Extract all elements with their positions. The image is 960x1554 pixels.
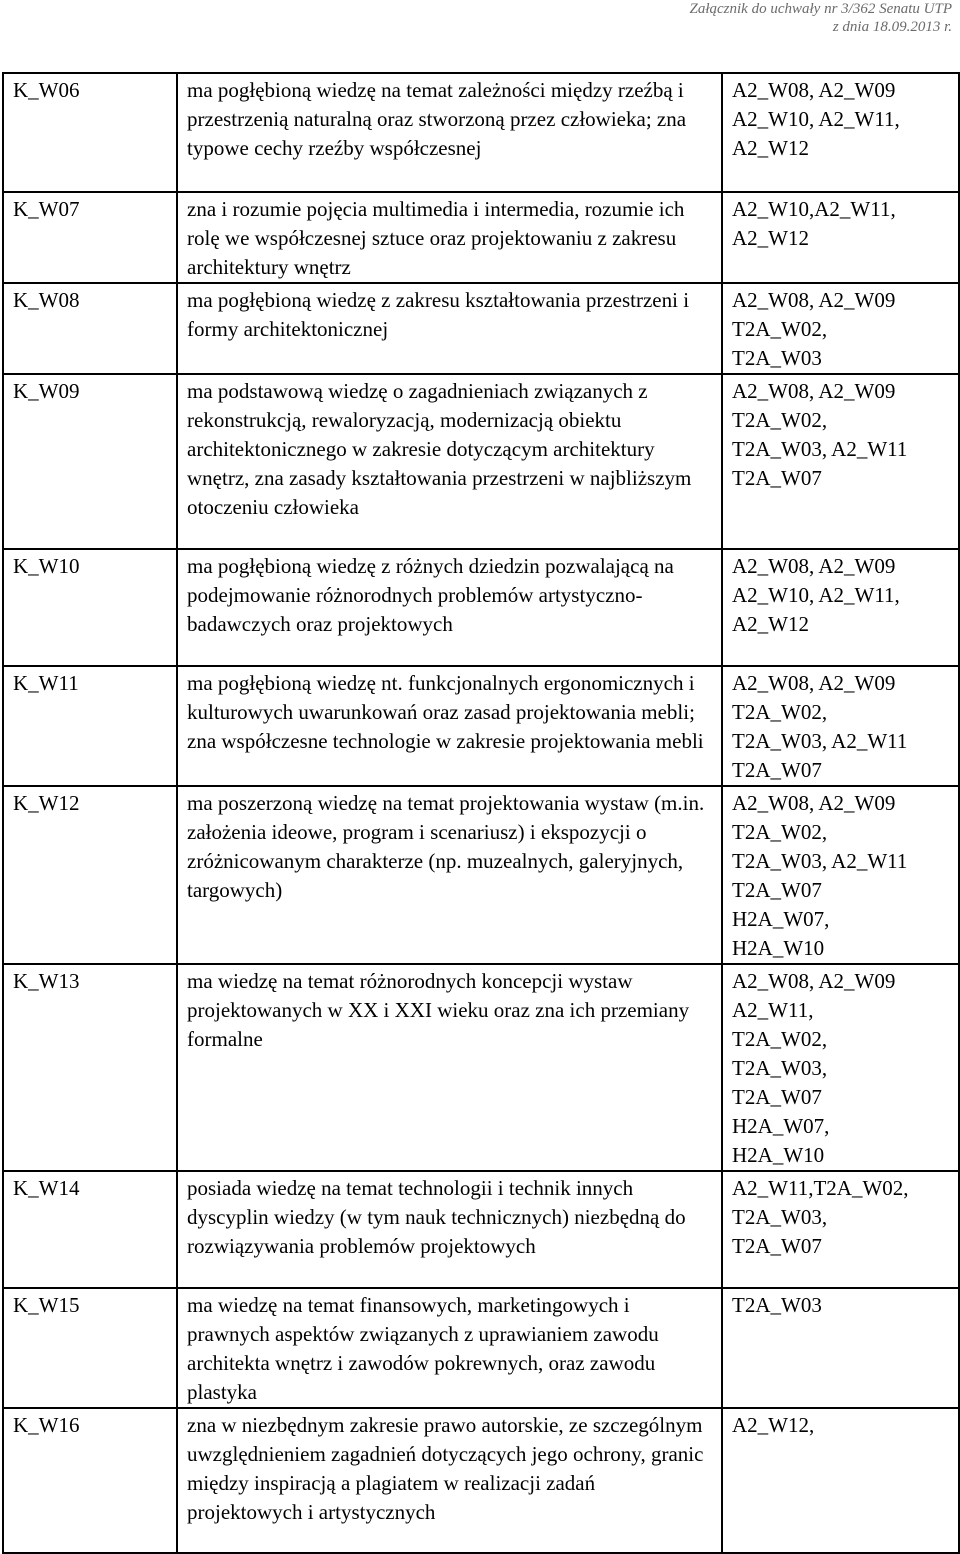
reference-code: T2A_W02,	[732, 1027, 828, 1051]
outcome-code-cell: K_W06	[3, 73, 177, 192]
reference-code: A2_W08, A2_W09	[732, 379, 896, 403]
learning-outcomes-table	[2, 72, 960, 1554]
outcome-description-cell: ma pogłębioną wiedzę nt. funkcjonalnych ergonomicznych i kulturowych uwarunkowań oraz zasad projektowania mebli; zna współczesne technologie w zakresie projektowania mebli	[177, 666, 722, 786]
reference-code: T2A_W02,	[732, 700, 828, 724]
reference-code: A2_W11,T2A_W02,	[732, 1176, 909, 1200]
outcome-description-cell: ma pogłębioną wiedzę na temat zależności między rzeźbą i przestrzenią naturalną oraz stworzoną przez człowieka; zna typowe cechy rzeźby współczesnej	[177, 73, 722, 192]
table-row	[3, 1288, 959, 1408]
outcome-references-cell	[722, 964, 959, 1171]
reference-code: A2_W12	[732, 226, 809, 250]
table-row	[3, 1171, 959, 1288]
reference-code: H2A_W10	[732, 936, 825, 960]
reference-code: A2_W12	[732, 612, 809, 636]
table-row	[3, 666, 959, 786]
reference-code: H2A_W07,	[732, 907, 830, 931]
outcome-description-cell: zna w niezbędnym zakresie prawo autorskie, ze szczególnym uwzględnieniem zagadnień dotyczących jego ochrony, granic między inspiracją a plagiatem w realizacji zadań projektowych i artystycznych	[177, 1408, 722, 1553]
reference-code: A2_W12	[732, 136, 809, 160]
reference-code: T2A_W03,	[732, 1056, 828, 1080]
reference-code: A2_W08, A2_W09	[732, 791, 896, 815]
outcome-references-cell	[722, 666, 959, 786]
reference-code: T2A_W03	[732, 1293, 822, 1317]
outcome-references-cell	[722, 192, 959, 283]
outcome-description-cell: ma podstawową wiedzę o zagadnieniach związanych z rekonstrukcją, rewaloryzacją, modernizacją obiektu architektonicznego w zakresie dotyczącym architektury wnętrz, zna zasady kształtowania przestrzeni w najbliższym otoczeniu człowieka	[177, 374, 722, 549]
outcome-code-cell: K_W09	[3, 374, 177, 549]
outcome-code-cell: K_W14	[3, 1171, 177, 1288]
header-date-line: z dnia 18.09.2013 r.	[832, 19, 952, 35]
outcome-description-cell: ma pogłębioną wiedzę z różnych dziedzin pozwalającą na podejmowanie różnorodnych problemów artystyczno-badawczych oraz projektowych	[177, 549, 722, 666]
reference-code: T2A_W02,	[732, 408, 828, 432]
outcome-code-cell: K_W10	[3, 549, 177, 666]
reference-code: A2_W10, A2_W11,	[732, 107, 900, 131]
outcome-code-cell: K_W12	[3, 786, 177, 964]
outcome-description-cell: zna i rozumie pojęcia multimedia i intermedia, rozumie ich rolę we współczesnej sztuce oraz projektowaniu z zakresu architektury wnętrz	[177, 192, 722, 283]
reference-code: T2A_W07	[732, 466, 822, 490]
reference-code: T2A_W02,	[732, 820, 828, 844]
reference-code: T2A_W07	[732, 878, 822, 902]
reference-code: A2_W08, A2_W09	[732, 969, 896, 993]
reference-code: T2A_W07	[732, 1234, 822, 1258]
outcome-code-cell: K_W08	[3, 283, 177, 374]
table-row	[3, 786, 959, 964]
reference-code: A2_W12,	[732, 1413, 815, 1437]
table-row	[3, 73, 959, 192]
outcome-code-cell: K_W15	[3, 1288, 177, 1408]
table-row	[3, 192, 959, 283]
table-row	[3, 1408, 959, 1553]
outcome-references-cell	[722, 374, 959, 549]
outcome-code-cell: K_W11	[3, 666, 177, 786]
reference-code: T2A_W02,	[732, 317, 828, 341]
reference-code: H2A_W10	[732, 1143, 825, 1167]
reference-code: A2_W08, A2_W09	[732, 78, 896, 102]
reference-code: H2A_W07,	[732, 1114, 830, 1138]
outcome-references-cell	[722, 73, 959, 192]
reference-code: T2A_W07	[732, 758, 822, 782]
outcome-code-cell: K_W07	[3, 192, 177, 283]
outcome-references-cell	[722, 1171, 959, 1288]
outcome-description-cell: ma wiedzę na temat różnorodnych koncepcji wystaw projektowanych w XX i XXI wieku oraz zna ich przemiany formalne	[177, 964, 722, 1171]
table-row	[3, 964, 959, 1171]
outcome-references-cell	[722, 786, 959, 964]
header-resolution-line: Załącznik do uchwały nr 3/362 Senatu UTP	[689, 1, 952, 17]
learning-outcomes-table-body	[3, 73, 959, 1553]
reference-code: T2A_W03,	[732, 1205, 828, 1229]
table-row	[3, 283, 959, 374]
reference-code: A2_W08, A2_W09	[732, 288, 896, 312]
outcome-references-cell	[722, 283, 959, 374]
reference-code: T2A_W03, A2_W11	[732, 729, 908, 753]
reference-code: A2_W10, A2_W11,	[732, 583, 900, 607]
reference-code: T2A_W03	[732, 346, 822, 370]
reference-code: A2_W08, A2_W09	[732, 554, 896, 578]
document-header-note	[690, 0, 953, 36]
outcome-references-cell	[722, 1288, 959, 1408]
reference-code: T2A_W03, A2_W11	[732, 437, 908, 461]
outcome-references-cell	[722, 549, 959, 666]
outcome-description-cell: posiada wiedzę na temat technologii i technik innych dyscyplin wiedzy (w tym nauk technicznych) niezbędną do rozwiązywania problemów projektowych	[177, 1171, 722, 1288]
outcome-description-cell: ma wiedzę na temat finansowych, marketingowych i prawnych aspektów związanych z uprawianiem zawodu architekta wnętrz i zawodów pokrewnych, oraz zawodu plastyka	[177, 1288, 722, 1408]
reference-code: T2A_W03, A2_W11	[732, 849, 908, 873]
outcome-code-cell: K_W16	[3, 1408, 177, 1553]
outcome-description-cell: ma pogłębioną wiedzę z zakresu kształtowania przestrzeni i formy architektonicznej	[177, 283, 722, 374]
reference-code: A2_W08, A2_W09	[732, 671, 896, 695]
table-row	[3, 549, 959, 666]
reference-code: T2A_W07	[732, 1085, 822, 1109]
reference-code: A2_W11,	[732, 998, 814, 1022]
outcome-code-cell: K_W13	[3, 964, 177, 1171]
outcome-references-cell	[722, 1408, 959, 1553]
table-row	[3, 374, 959, 549]
reference-code: A2_W10,A2_W11,	[732, 197, 896, 221]
outcome-description-cell: ma poszerzoną wiedzę na temat projektowania wystaw (m.in. założenia ideowe, program i scenariusz) i ekspozycji o zróżnicowanym charakterze (np. muzealnych, galeryjnych, targowych)	[177, 786, 722, 964]
